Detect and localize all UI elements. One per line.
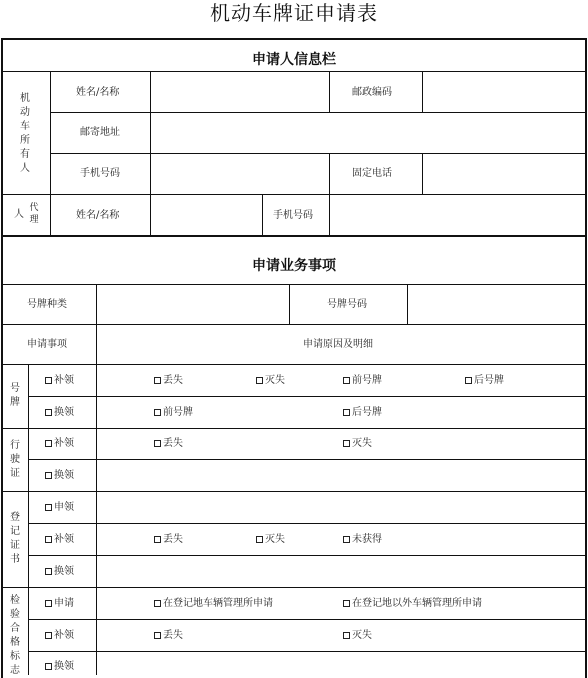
checkbox-icon xyxy=(343,440,350,447)
plate-destroyed-option[interactable]: 灭失 xyxy=(256,375,285,387)
checkbox-icon xyxy=(256,377,263,384)
checkbox-icon xyxy=(154,440,161,447)
agent-mobile-label: 手机号码 xyxy=(273,210,313,221)
registration-not-obtained-option[interactable]: 未获得 xyxy=(343,534,382,546)
license-group-label: 行驶证 xyxy=(10,440,20,479)
agent-name-field[interactable] xyxy=(152,196,260,234)
plate-front-option[interactable]: 前号牌 xyxy=(343,375,382,387)
checkbox-icon xyxy=(343,377,350,384)
checkbox-icon xyxy=(465,377,472,384)
plate-exchange-option[interactable]: 换领 xyxy=(45,407,74,419)
checkbox-icon xyxy=(45,600,52,607)
plate-lost-option[interactable]: 丢失 xyxy=(154,375,183,387)
business-section-header: 申请业务事项 xyxy=(252,258,336,274)
checkbox-icon xyxy=(343,632,350,639)
plate-exchange-front-option[interactable]: 前号牌 xyxy=(154,407,193,419)
checkbox-icon xyxy=(45,504,52,511)
mailing-address-label: 邮寄地址 xyxy=(80,127,120,138)
checkbox-icon xyxy=(45,409,52,416)
checkbox-icon xyxy=(154,377,161,384)
plate-exchange-rear-option[interactable]: 后号牌 xyxy=(343,407,382,419)
registration-exchange-option[interactable]: 换领 xyxy=(45,566,74,578)
inspection-reissue-option[interactable]: 补领 xyxy=(45,630,74,642)
agent-mobile-field[interactable] xyxy=(331,196,584,234)
checkbox-icon xyxy=(343,536,350,543)
checkbox-icon xyxy=(343,600,350,607)
registration-apply-option[interactable]: 申领 xyxy=(45,502,74,514)
license-destroyed-option[interactable]: 灭失 xyxy=(343,438,372,450)
postal-code-label: 邮政编码 xyxy=(352,87,392,98)
reason-details-label: 申请原因及明细 xyxy=(303,339,373,350)
form-title: 机动车牌证申请表 xyxy=(210,1,378,25)
owner-mobile-label: 手机号码 xyxy=(80,168,120,179)
license-exchange-option[interactable]: 换领 xyxy=(45,470,74,482)
agent-side-label-b: 代理 xyxy=(29,203,39,225)
inspection-exchange-option[interactable]: 换领 xyxy=(45,661,74,673)
inspection-group-label: 检验合格标志 xyxy=(10,595,20,676)
checkbox-icon xyxy=(154,409,161,416)
inspection-local-office-option[interactable]: 在登记地车辆管理所申请 xyxy=(154,598,273,610)
inspection-apply-option[interactable]: 申请 xyxy=(45,598,74,610)
application-items-label: 申请事项 xyxy=(27,339,67,350)
plate-reissue-option[interactable]: 补领 xyxy=(45,375,74,387)
checkbox-icon xyxy=(45,568,52,575)
inspection-lost-option[interactable]: 丢失 xyxy=(154,630,183,642)
plate-type-label: 号牌种类 xyxy=(27,299,67,310)
owner-name-label: 姓名/名称 xyxy=(76,87,120,98)
owner-side-label: 机动车所有人 xyxy=(20,93,30,174)
mailing-address-field[interactable] xyxy=(152,114,584,151)
owner-name-field[interactable] xyxy=(152,74,327,111)
plate-number-field[interactable] xyxy=(409,286,584,323)
registration-destroyed-option[interactable]: 灭失 xyxy=(256,534,285,546)
plate-rear-option[interactable]: 后号牌 xyxy=(465,375,504,387)
owner-mobile-field[interactable] xyxy=(152,155,327,192)
agent-side-label-a: 人 xyxy=(14,209,24,220)
registration-reissue-option[interactable]: 补领 xyxy=(45,534,74,546)
landline-label: 固定电话 xyxy=(352,168,392,179)
checkbox-icon xyxy=(45,472,52,479)
registration-group-label: 登记证书 xyxy=(10,512,20,565)
applicant-section-header: 申请人信息栏 xyxy=(252,52,336,68)
postal-code-field[interactable] xyxy=(424,74,584,111)
checkbox-icon xyxy=(45,440,52,447)
checkbox-icon xyxy=(45,377,52,384)
license-lost-option[interactable]: 丢失 xyxy=(154,438,183,450)
inspection-other-office-option[interactable]: 在登记地以外车辆管理所申请 xyxy=(343,598,482,610)
checkbox-icon xyxy=(154,536,161,543)
license-reissue-option[interactable]: 补领 xyxy=(45,438,74,450)
inspection-destroyed-option[interactable]: 灭失 xyxy=(343,630,372,642)
checkbox-icon xyxy=(45,632,52,639)
plate-type-field[interactable] xyxy=(98,286,288,323)
checkbox-icon xyxy=(45,536,52,543)
checkbox-icon xyxy=(154,632,161,639)
plate-group-label: 号牌 xyxy=(10,383,20,408)
registration-lost-option[interactable]: 丢失 xyxy=(154,534,183,546)
checkbox-icon xyxy=(256,536,263,543)
checkbox-icon xyxy=(154,600,161,607)
plate-number-label: 号牌号码 xyxy=(327,299,367,310)
landline-field[interactable] xyxy=(424,155,584,192)
checkbox-icon xyxy=(45,663,52,670)
agent-name-label: 姓名/名称 xyxy=(76,210,120,221)
checkbox-icon xyxy=(343,409,350,416)
